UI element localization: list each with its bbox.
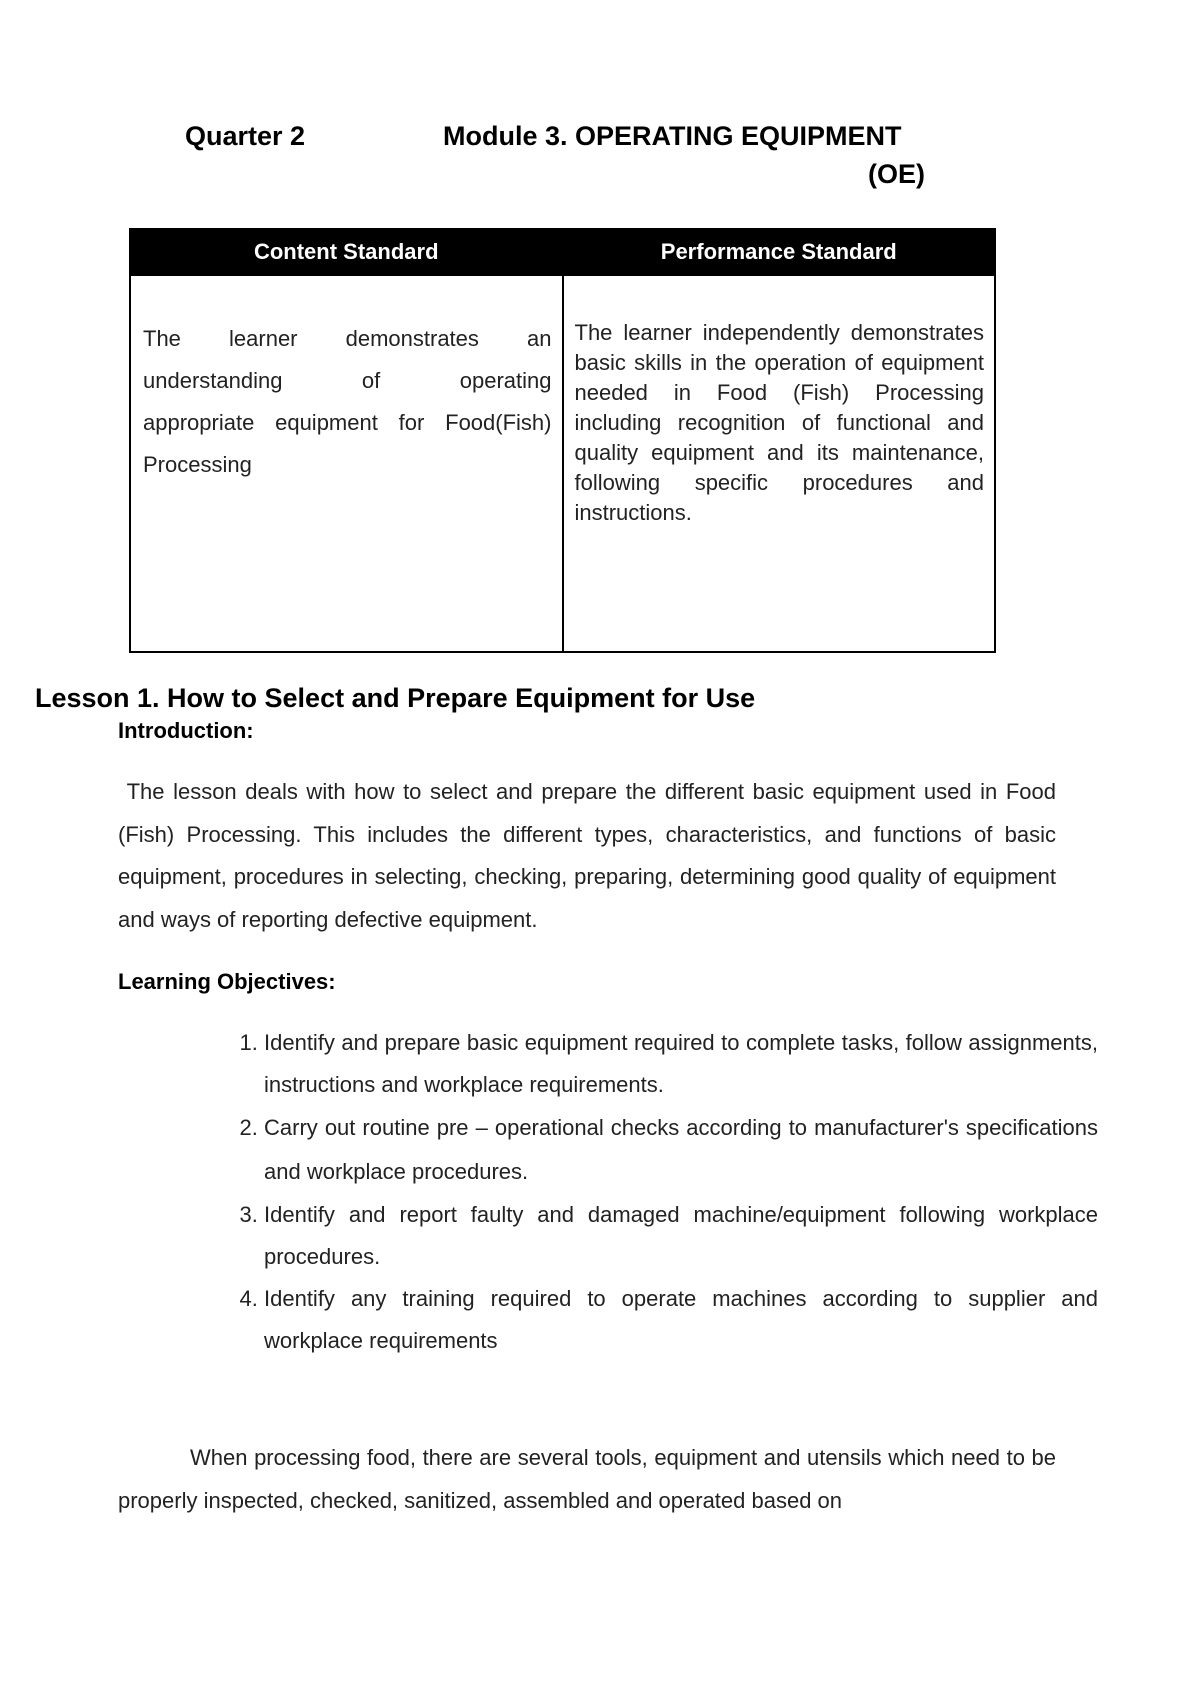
objective-item: 3. Identify and report faulty and damaged machine/equipment following workplace procedures. bbox=[264, 1194, 1098, 1278]
standards-table bbox=[129, 228, 996, 653]
learning-objectives-list bbox=[222, 1022, 1098, 1362]
content-standard-line: Processing bbox=[143, 452, 252, 477]
objective-item: 4. Identify any training required to operate machines according to supplier and workplace requirements bbox=[264, 1278, 1098, 1362]
module-abbreviation: (OE) bbox=[868, 159, 925, 189]
standards-body-row bbox=[130, 275, 995, 652]
content-standard-line: The learner demonstrates an bbox=[143, 326, 552, 351]
introduction-paragraph: The lesson deals with how to select and prepare the different basic equipment used in Food (Fish) Processing. This includes the different types, characteristics, and functions of basic equipment, procedures in selecting, checking, preparing, determining good quality of equipment and ways of reporting defective equipment. bbox=[118, 779, 1056, 932]
performance-standard-header: Performance Standard bbox=[563, 229, 996, 275]
content-standard-line: understanding of operating bbox=[143, 368, 552, 393]
objective-item: 2. Carry out routine pre – operational checks according to manufacturer's specifications and workplace procedures. bbox=[264, 1106, 1098, 1194]
standards-header-row bbox=[130, 229, 995, 275]
closing-paragraph bbox=[118, 1437, 1056, 1522]
learning-objectives-heading: Learning Objectives: bbox=[118, 969, 336, 994]
content-standard-header: Content Standard bbox=[130, 229, 563, 275]
quarter-label: Quarter 2 bbox=[185, 121, 306, 151]
module-title: Module 3. OPERATING EQUIPMENT bbox=[443, 121, 902, 151]
content-standard-line: appropriate equipment for Food(Fish) bbox=[143, 410, 552, 435]
closing-paragraph-text: When processing food, there are several tools, equipment and utensils which need to be properly inspected, checked, sanitized, assembled and operated based on bbox=[118, 1445, 1056, 1513]
content-standard-cell bbox=[130, 275, 563, 652]
lesson-title: Lesson 1. How to Select and Prepare Equipment for Use bbox=[35, 683, 756, 713]
introduction-heading: Introduction: bbox=[118, 718, 254, 743]
objective-item: 1. Identify and prepare basic equipment required to complete tasks, follow assignments, instructions and workplace requirements. bbox=[264, 1022, 1098, 1106]
performance-standard-cell: The learner independently demonstrates basic skills in the operation of equipment needed in Food (Fish) Processing including recognition of functional and quality equipment and its maintenance, following specific procedures and instructions. bbox=[563, 275, 996, 652]
